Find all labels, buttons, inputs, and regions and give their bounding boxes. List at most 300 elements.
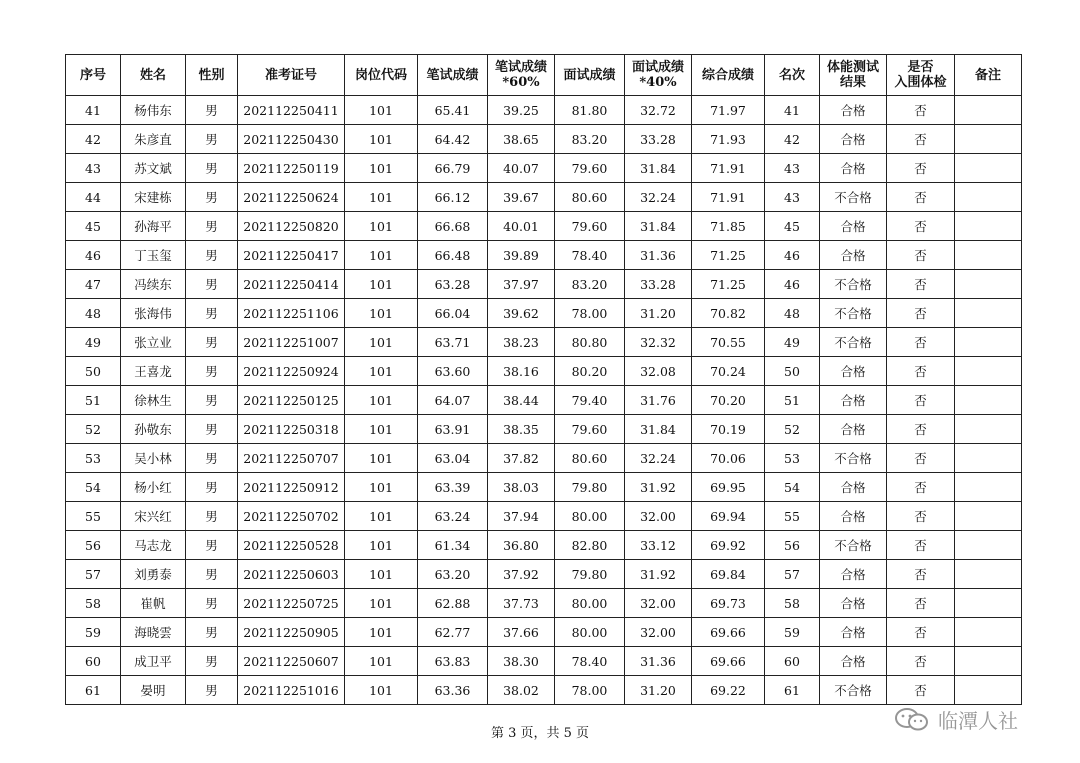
cell-remark [955,183,1022,212]
cell-name: 孙敬东 [121,415,186,444]
cell-medical-check: 否 [887,676,955,705]
column-header [238,55,345,96]
cell-exam-id: 202112250528 [238,531,345,560]
cell-fitness-result: 合格 [820,125,887,154]
column-header [887,55,955,96]
cell-fitness-result: 不合格 [820,444,887,473]
cell-interview-weighted: 31.92 [625,560,692,589]
cell-post-code: 101 [345,618,418,647]
cell-total-score: 70.20 [692,386,765,415]
cell-post-code: 101 [345,299,418,328]
cell-remark [955,647,1022,676]
cell-written-weighted: 37.94 [488,502,555,531]
cell-name: 朱彦直 [121,125,186,154]
cell-interview-score: 79.60 [555,415,625,444]
cell-ranking: 54 [765,473,820,502]
cell-written-weighted: 38.44 [488,386,555,415]
table-row [66,154,1022,183]
cell-gender: 男 [186,125,238,154]
cell-gender: 男 [186,154,238,183]
cell-interview-score: 83.20 [555,125,625,154]
cell-medical-check: 否 [887,502,955,531]
cell-gender: 男 [186,444,238,473]
column-header-line: 备注 [974,67,1001,83]
page-footer: 第 3 页，共 5 页 [490,726,590,741]
cell-written-score: 63.83 [418,647,488,676]
cell-exam-id: 202112250702 [238,502,345,531]
cell-remark [955,589,1022,618]
cell-gender: 男 [186,531,238,560]
cell-name: 王喜龙 [121,357,186,386]
column-header-line: 性别 [198,67,225,83]
cell-name: 苏文斌 [121,154,186,183]
cell-written-score: 63.24 [418,502,488,531]
column-header [765,55,820,96]
cell-interview-weighted: 32.72 [625,96,692,125]
column-header [66,55,121,96]
table-row [66,502,1022,531]
cell-interview-score: 83.20 [555,270,625,299]
cell-written-weighted: 37.82 [488,444,555,473]
cell-exam-id: 202112250624 [238,183,345,212]
cell-fitness-result: 不合格 [820,183,887,212]
cell-remark [955,560,1022,589]
cell-gender: 男 [186,241,238,270]
cell-written-score: 65.41 [418,96,488,125]
cell-fitness-result: 合格 [820,154,887,183]
table-row [66,618,1022,647]
cell-total-score: 69.84 [692,560,765,589]
cell-name: 杨伟东 [121,96,186,125]
cell-medical-check: 否 [887,328,955,357]
cell-written-score: 66.68 [418,212,488,241]
cell-post-code: 101 [345,560,418,589]
score-table [65,54,1022,705]
cell-exam-id: 202112250725 [238,589,345,618]
column-header-line: *60% [502,75,540,90]
cell-medical-check: 否 [887,560,955,589]
cell-exam-id: 202112250119 [238,154,345,183]
cell-medical-check: 否 [887,444,955,473]
column-header-line: 面试成绩 [563,67,616,83]
column-header [555,55,625,96]
cell-interview-weighted: 31.20 [625,676,692,705]
cell-exam-id: 202112250411 [238,96,345,125]
cell-written-weighted: 38.30 [488,647,555,676]
cell-post-code: 101 [345,96,418,125]
cell-written-weighted: 38.03 [488,473,555,502]
cell-written-weighted: 37.66 [488,618,555,647]
cell-written-score: 66.48 [418,241,488,270]
cell-medical-check: 否 [887,386,955,415]
cell-medical-check: 否 [887,415,955,444]
cell-rank: 46 [66,241,121,270]
cell-written-weighted: 40.07 [488,154,555,183]
cell-name: 冯续东 [121,270,186,299]
cell-rank: 43 [66,154,121,183]
table-row [66,531,1022,560]
cell-interview-score: 78.00 [555,676,625,705]
cell-gender: 男 [186,183,238,212]
cell-total-score: 70.19 [692,415,765,444]
cell-interview-weighted: 32.32 [625,328,692,357]
cell-written-score: 63.04 [418,444,488,473]
cell-fitness-result: 合格 [820,241,887,270]
cell-post-code: 101 [345,328,418,357]
cell-written-score: 63.20 [418,560,488,589]
cell-rank: 55 [66,502,121,531]
cell-name: 杨小红 [121,473,186,502]
cell-medical-check: 否 [887,473,955,502]
cell-interview-weighted: 33.28 [625,125,692,154]
cell-total-score: 69.92 [692,531,765,560]
cell-written-score: 62.77 [418,618,488,647]
cell-written-weighted: 37.92 [488,560,555,589]
cell-written-weighted: 39.89 [488,241,555,270]
cell-interview-weighted: 31.84 [625,154,692,183]
cell-post-code: 101 [345,647,418,676]
cell-remark [955,676,1022,705]
column-header-line: 综合成绩 [701,67,754,83]
cell-total-score: 71.91 [692,183,765,212]
cell-written-score: 61.34 [418,531,488,560]
cell-exam-id: 202112250820 [238,212,345,241]
cell-ranking: 58 [765,589,820,618]
cell-interview-weighted: 31.36 [625,241,692,270]
cell-written-score: 66.04 [418,299,488,328]
cell-post-code: 101 [345,531,418,560]
cell-gender: 男 [186,589,238,618]
cell-gender: 男 [186,415,238,444]
cell-rank: 58 [66,589,121,618]
cell-post-code: 101 [345,473,418,502]
cell-fitness-result: 不合格 [820,531,887,560]
cell-ranking: 57 [765,560,820,589]
cell-total-score: 71.25 [692,270,765,299]
cell-name: 成卫平 [121,647,186,676]
table-row [66,560,1022,589]
column-header-line: 笔试成绩 [426,67,479,83]
cell-ranking: 48 [765,299,820,328]
cell-interview-score: 80.00 [555,618,625,647]
cell-exam-id: 202112251106 [238,299,345,328]
cell-fitness-result: 不合格 [820,270,887,299]
cell-interview-score: 80.00 [555,589,625,618]
cell-written-weighted: 37.73 [488,589,555,618]
cell-written-score: 62.88 [418,589,488,618]
cell-post-code: 101 [345,241,418,270]
cell-exam-id: 202112250417 [238,241,345,270]
cell-written-score: 63.91 [418,415,488,444]
cell-name: 张立业 [121,328,186,357]
table-row [66,270,1022,299]
cell-fitness-result: 合格 [820,357,887,386]
cell-rank: 51 [66,386,121,415]
cell-written-weighted: 39.67 [488,183,555,212]
cell-remark [955,531,1022,560]
cell-interview-score: 78.40 [555,647,625,676]
cell-ranking: 60 [765,647,820,676]
cell-interview-weighted: 32.00 [625,618,692,647]
cell-exam-id: 202112251007 [238,328,345,357]
table-row [66,444,1022,473]
cell-interview-score: 79.60 [555,212,625,241]
cell-remark [955,125,1022,154]
cell-exam-id: 202112250912 [238,473,345,502]
table-row [66,183,1022,212]
cell-fitness-result: 合格 [820,647,887,676]
column-header [488,55,555,96]
cell-post-code: 101 [345,589,418,618]
cell-medical-check: 否 [887,589,955,618]
cell-interview-weighted: 32.24 [625,183,692,212]
cell-remark [955,154,1022,183]
cell-name: 丁玉玺 [121,241,186,270]
cell-exam-id: 202112251016 [238,676,345,705]
cell-ranking: 55 [765,502,820,531]
cell-interview-weighted: 31.36 [625,647,692,676]
cell-total-score: 69.73 [692,589,765,618]
column-header-line: 名次 [778,67,805,83]
table-row [66,415,1022,444]
cell-exam-id: 202112250924 [238,357,345,386]
cell-rank: 45 [66,212,121,241]
cell-total-score: 69.22 [692,676,765,705]
cell-written-weighted: 37.97 [488,270,555,299]
cell-medical-check: 否 [887,531,955,560]
cell-exam-id: 202112250430 [238,125,345,154]
cell-interview-score: 80.80 [555,328,625,357]
cell-ranking: 51 [765,386,820,415]
cell-remark [955,241,1022,270]
cell-gender: 男 [186,328,238,357]
column-header [345,55,418,96]
cell-total-score: 69.94 [692,502,765,531]
cell-interview-weighted: 32.24 [625,444,692,473]
cell-written-weighted: 39.25 [488,96,555,125]
cell-ranking: 50 [765,357,820,386]
cell-gender: 男 [186,96,238,125]
cell-total-score: 69.95 [692,473,765,502]
cell-fitness-result: 合格 [820,212,887,241]
cell-ranking: 43 [765,183,820,212]
cell-medical-check: 否 [887,96,955,125]
column-header-line: 结果 [839,75,866,90]
cell-total-score: 71.91 [692,154,765,183]
cell-name: 马志龙 [121,531,186,560]
cell-gender: 男 [186,560,238,589]
cell-post-code: 101 [345,386,418,415]
cell-remark [955,502,1022,531]
cell-gender: 男 [186,212,238,241]
cell-name: 徐林生 [121,386,186,415]
cell-ranking: 42 [765,125,820,154]
cell-exam-id: 202112250905 [238,618,345,647]
cell-ranking: 53 [765,444,820,473]
cell-remark [955,386,1022,415]
cell-ranking: 61 [765,676,820,705]
cell-medical-check: 否 [887,299,955,328]
watermark [892,703,1057,735]
cell-total-score: 70.55 [692,328,765,357]
cell-medical-check: 否 [887,183,955,212]
column-header [121,55,186,96]
cell-post-code: 101 [345,444,418,473]
cell-rank: 53 [66,444,121,473]
column-header [692,55,765,96]
table-body [66,96,1022,705]
table-row [66,299,1022,328]
cell-interview-weighted: 32.08 [625,357,692,386]
cell-ranking: 45 [765,212,820,241]
cell-gender: 男 [186,502,238,531]
column-header [186,55,238,96]
table-row [66,328,1022,357]
cell-rank: 47 [66,270,121,299]
column-header-line: 是否 [907,60,934,75]
cell-interview-score: 80.20 [555,357,625,386]
cell-gender: 男 [186,357,238,386]
cell-written-weighted: 39.62 [488,299,555,328]
cell-exam-id: 202112250607 [238,647,345,676]
column-header [418,55,488,96]
table-row [66,676,1022,705]
cell-ranking: 56 [765,531,820,560]
cell-remark [955,473,1022,502]
cell-fitness-result: 合格 [820,618,887,647]
cell-written-score: 63.60 [418,357,488,386]
column-header-line: 体能测试 [826,60,879,75]
cell-gender: 男 [186,618,238,647]
cell-total-score: 69.66 [692,618,765,647]
cell-rank: 50 [66,357,121,386]
table-row [66,589,1022,618]
cell-fitness-result: 不合格 [820,676,887,705]
cell-rank: 49 [66,328,121,357]
cell-interview-weighted: 31.92 [625,473,692,502]
cell-medical-check: 否 [887,125,955,154]
cell-ranking: 43 [765,154,820,183]
column-header-line: 序号 [79,67,106,83]
cell-written-weighted: 38.23 [488,328,555,357]
cell-written-weighted: 40.01 [488,212,555,241]
cell-name: 宋兴红 [121,502,186,531]
cell-remark [955,357,1022,386]
cell-rank: 57 [66,560,121,589]
cell-interview-score: 79.40 [555,386,625,415]
table-row [66,96,1022,125]
cell-interview-score: 82.80 [555,531,625,560]
cell-medical-check: 否 [887,212,955,241]
cell-remark [955,270,1022,299]
cell-gender: 男 [186,473,238,502]
cell-interview-score: 78.00 [555,299,625,328]
cell-total-score: 70.24 [692,357,765,386]
cell-interview-weighted: 33.28 [625,270,692,299]
cell-medical-check: 否 [887,154,955,183]
cell-name: 刘勇泰 [121,560,186,589]
table-row [66,647,1022,676]
column-header-line: *40% [639,75,677,90]
cell-written-score: 63.36 [418,676,488,705]
cell-remark [955,212,1022,241]
cell-ranking: 46 [765,270,820,299]
cell-total-score: 71.93 [692,125,765,154]
table-header-row [66,55,1022,96]
table-row [66,125,1022,154]
cell-total-score: 71.97 [692,96,765,125]
cell-rank: 60 [66,647,121,676]
cell-name: 孙海平 [121,212,186,241]
table-row [66,386,1022,415]
column-header-line: 岗位代码 [354,67,407,83]
cell-gender: 男 [186,270,238,299]
cell-rank: 41 [66,96,121,125]
cell-medical-check: 否 [887,357,955,386]
cell-medical-check: 否 [887,241,955,270]
cell-total-score: 69.66 [692,647,765,676]
cell-fitness-result: 合格 [820,502,887,531]
column-header-line: 面试成绩 [631,60,684,75]
cell-medical-check: 否 [887,618,955,647]
cell-post-code: 101 [345,415,418,444]
cell-remark [955,444,1022,473]
cell-fitness-result: 合格 [820,415,887,444]
cell-total-score: 71.25 [692,241,765,270]
cell-medical-check: 否 [887,647,955,676]
cell-written-score: 64.42 [418,125,488,154]
cell-rank: 61 [66,676,121,705]
cell-rank: 44 [66,183,121,212]
cell-exam-id: 202112250414 [238,270,345,299]
cell-name: 宋建栋 [121,183,186,212]
cell-rank: 48 [66,299,121,328]
column-header-line: 入围体检 [894,75,947,90]
cell-exam-id: 202112250603 [238,560,345,589]
cell-written-weighted: 38.65 [488,125,555,154]
cell-post-code: 101 [345,502,418,531]
cell-rank: 59 [66,618,121,647]
cell-rank: 42 [66,125,121,154]
cell-ranking: 52 [765,415,820,444]
cell-written-score: 63.39 [418,473,488,502]
table-row [66,212,1022,241]
cell-written-weighted: 38.35 [488,415,555,444]
cell-interview-weighted: 31.20 [625,299,692,328]
cell-remark [955,618,1022,647]
cell-name: 张海伟 [121,299,186,328]
cell-interview-score: 78.40 [555,241,625,270]
cell-exam-id: 202112250125 [238,386,345,415]
cell-medical-check: 否 [887,270,955,299]
cell-interview-score: 80.60 [555,183,625,212]
cell-total-score: 71.85 [692,212,765,241]
cell-remark [955,96,1022,125]
cell-total-score: 70.82 [692,299,765,328]
cell-interview-score: 81.80 [555,96,625,125]
watermark-text: 临潭人社 [938,708,1018,733]
cell-fitness-result: 合格 [820,96,887,125]
cell-fitness-result: 合格 [820,589,887,618]
cell-interview-score: 79.80 [555,560,625,589]
cell-post-code: 101 [345,357,418,386]
cell-post-code: 101 [345,183,418,212]
cell-written-score: 63.71 [418,328,488,357]
cell-post-code: 101 [345,125,418,154]
cell-fitness-result: 合格 [820,560,887,589]
column-header-line: 准考证号 [264,67,317,83]
cell-gender: 男 [186,299,238,328]
